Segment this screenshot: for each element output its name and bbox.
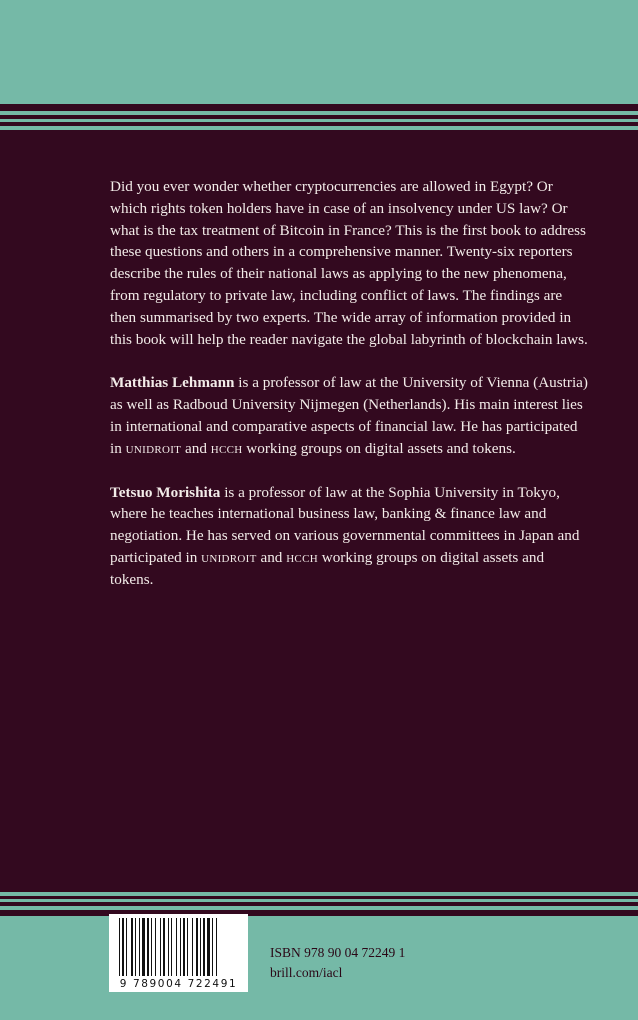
barcode-bar (176, 918, 177, 976)
top-stripe-2 (0, 115, 638, 119)
bottom-stripe-2 (0, 902, 638, 906)
org-hcch: hcch (286, 548, 318, 566)
barcode-bar (207, 918, 210, 976)
description-paragraph: Did you ever wonder whether cryptocurrencies are allowed in Egypt? Or which rights token holders have in case of an insolvency under US law? Or what is the tax treatment of Bitcoin in France? This is the first book to address these questions and others in a comprehensive manner. Twenty-six reporters describe the rules of their national laws as applying to the new phenomena, from regulatory to private law, including conflict of laws. The findings are then summarised by two experts. The wide array of information provided in this book will help the reader navigate the global labyrinth of blockchain laws. (110, 178, 588, 348)
author-name: Matthias Lehmann (110, 374, 235, 392)
bottom-stripe-3 (0, 910, 638, 916)
org-unidroit: unidroit (201, 548, 257, 566)
barcode-bar (135, 918, 136, 976)
org-hcch: hcch (210, 439, 243, 457)
barcode-bar (187, 918, 188, 976)
barcode-bar (126, 918, 127, 976)
isbn-block (270, 943, 405, 983)
barcode-bar (151, 918, 152, 976)
isbn-number: ISBN 978 90 04 72249 1 (270, 945, 406, 960)
barcode-bar (122, 918, 124, 976)
barcode-bar (160, 918, 161, 976)
barcode-bar (139, 918, 140, 976)
bottom-stripe-1 (0, 896, 638, 899)
barcode-bar (200, 918, 201, 976)
barcode-bar (155, 918, 156, 976)
author-name: Tetsuo Morishita (110, 483, 221, 501)
barcode-bar (119, 918, 120, 976)
barcode-bar (171, 918, 172, 976)
top-stripe-1 (0, 104, 638, 111)
barcode-bar (131, 918, 133, 976)
top-stripe-3 (0, 122, 638, 126)
barcode-bar (142, 918, 145, 976)
barcode-bar (147, 918, 149, 976)
org-unidroit: unidroit (125, 439, 182, 457)
barcode-bar (180, 918, 181, 976)
back-cover-text (110, 176, 590, 613)
author-bio-morishita: Tetsuo Morishita is a professor of law at the Sophia University in Tokyo, where he teaches international business law, banking & finance law and negotiation. He has served on various governmental committees in Japan and participated in unidroit and hcch working groups on digital assets and tokens. (110, 483, 580, 588)
barcode (109, 914, 248, 992)
barcode-number: 9 789004 722491 (119, 978, 238, 990)
barcode-bar (203, 918, 205, 976)
barcode-bar (183, 918, 185, 976)
publisher-url: brill.com/iacl (270, 965, 343, 980)
barcode-bars (109, 914, 248, 978)
author-bio-lehmann: Matthias Lehmann is a professor of law at the University of Vienna (Austria) as well as Radboud University Nijmegen (Netherlands). His main interest lies in international and comparative aspects of financial law. He has participated in unidroit and hcch working groups on digital assets and tokens. (110, 374, 588, 457)
barcode-bar (168, 918, 169, 976)
barcode-bar (216, 918, 217, 976)
barcode-bar (212, 918, 213, 976)
barcode-bar (163, 918, 165, 976)
barcode-bar (192, 918, 193, 976)
barcode-bar (196, 918, 198, 976)
